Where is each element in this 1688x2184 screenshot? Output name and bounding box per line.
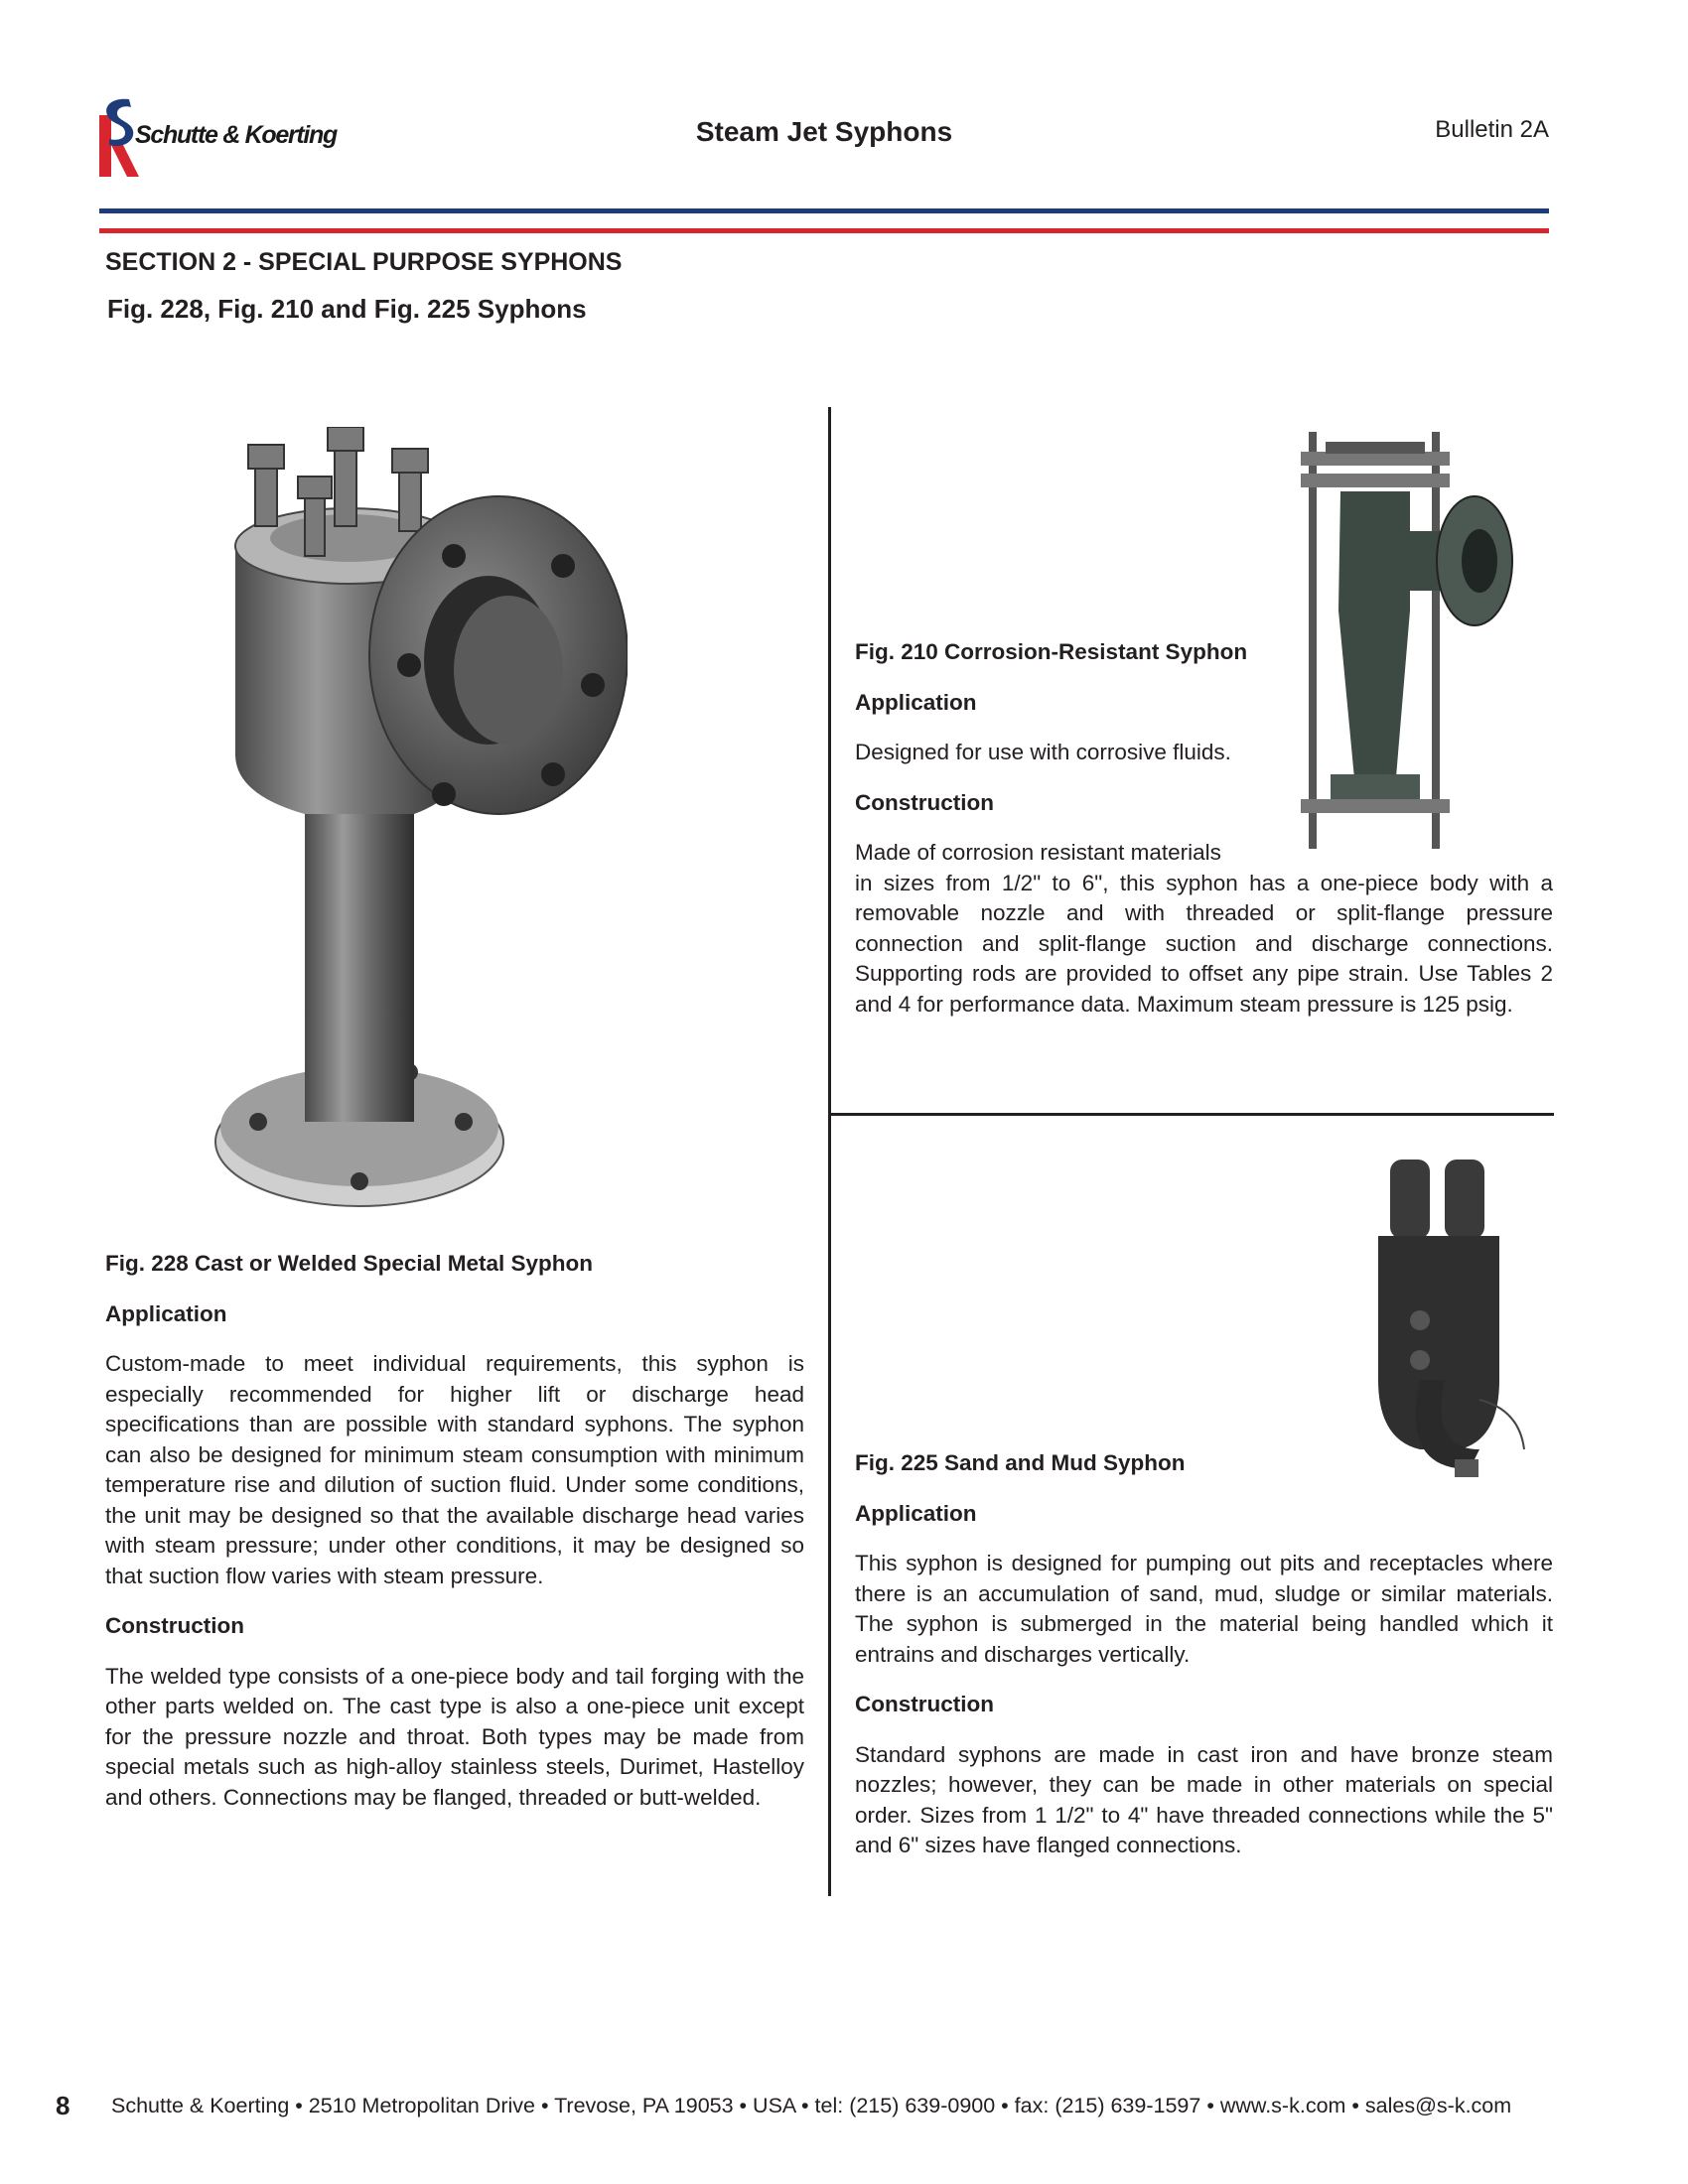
fig225-construction-heading: Construction bbox=[855, 1692, 994, 1716]
fig210-text-block bbox=[855, 637, 1553, 1020]
fig225-application-text: This syphon is designed for pumping out pits and receptacles where there is an accumulation of sand, mud, sludge or similar materials. The syphon is submerged in the material being handled which it entrains and discharges vertically. bbox=[855, 1551, 1553, 1667]
fig210-caption: Fig. 210 Corrosion-Resistant Syphon bbox=[855, 639, 1248, 664]
fig210-construction-rest: in sizes from 1/2" to 6", this syphon has a one-piece body with a removable nozzle and with threaded or split-flange pressure connection and split-flange suction and discharge connections. Supporting rods are provided to offset any pipe strain. Use Tables 2 and 4 for performance data. Maximum steam pressure is 125 psig. bbox=[855, 870, 1553, 1017]
fig225-application-heading: Application bbox=[855, 1500, 977, 1526]
fig228-application-text: Custom-made to meet individual requirements, this syphon is especially recommended for higher lift or discharge head specifications than are possible with standard syphons. The syphon can also be designed for minimum steam consumption with minimum temperature rise and dilution of suction fluid. Under some conditions, the unit may be designed so that the available discharge head varies with steam pressure; under other conditions, it may be designed so that suction flow varies with steam pressure. bbox=[105, 1351, 804, 1588]
header-rule-blue bbox=[99, 208, 1549, 213]
fig228-construction-text: The welded type consists of a one-piece body and tail forging with the other parts welded on. The cast type is also a one-piece unit except for the pressure nozzle and throat. Both types may be made from special metals such as high-alloy stainless steels, Durimet, Hastelloy and others. Connections may be flanged, threaded or butt-welded. bbox=[105, 1663, 804, 1810]
right-column-divider bbox=[828, 1113, 1554, 1116]
figures-title: Fig. 228, Fig. 210 and Fig. 225 Syphons bbox=[107, 294, 587, 324]
fig210-application-heading: Application bbox=[855, 689, 977, 715]
fig225-text-block bbox=[855, 1448, 1553, 1881]
fig210-construction-line1: Made of corrosion resistant materials bbox=[855, 840, 1221, 865]
page-number: 8 bbox=[56, 2091, 70, 2120]
footer-address: Schutte & Koerting • 2510 Metropolitan Drive • Trevose, PA 19053 • USA • tel: (215) 639-0900 • fax: (215) 639-1597 • www.s-k.com • sales@s-k.com bbox=[111, 2094, 1512, 2117]
fig228-application-heading: Application bbox=[105, 1300, 227, 1326]
header-rule-red bbox=[99, 228, 1549, 233]
header-title: Steam Jet Syphons bbox=[695, 116, 953, 147]
fig225-caption: Fig. 225 Sand and Mud Syphon bbox=[855, 1450, 1186, 1475]
fig210-construction-text bbox=[855, 838, 1553, 1020]
fig228-text-block bbox=[105, 1249, 804, 1833]
fig210-application-text: Designed for use with corrosive fluids. bbox=[855, 740, 1231, 764]
fig225-syphon-image bbox=[1360, 1152, 1529, 1489]
bulletin-label: Bulletin 2A bbox=[1435, 116, 1549, 143]
fig228-caption: Fig. 228 Cast or Welded Special Metal Syphon bbox=[105, 1251, 593, 1276]
fig210-construction-heading: Construction bbox=[855, 789, 994, 815]
fig228-construction-heading: Construction bbox=[105, 1613, 244, 1638]
column-divider bbox=[828, 407, 831, 1896]
fig225-construction-text: Standard syphons are made in cast iron and have bronze steam nozzles; however, they can be made in other materials on special order. Sizes from 1 1/2" to 4" have threaded connections while the 5" and 6" sizes have flanged connections. bbox=[855, 1741, 1553, 1857]
section-title: SECTION 2 - SPECIAL PURPOSE SYPHONS bbox=[105, 248, 623, 276]
logo-text: Schutte & Koerting bbox=[135, 121, 337, 149]
fig228-syphon-image bbox=[211, 427, 628, 1221]
